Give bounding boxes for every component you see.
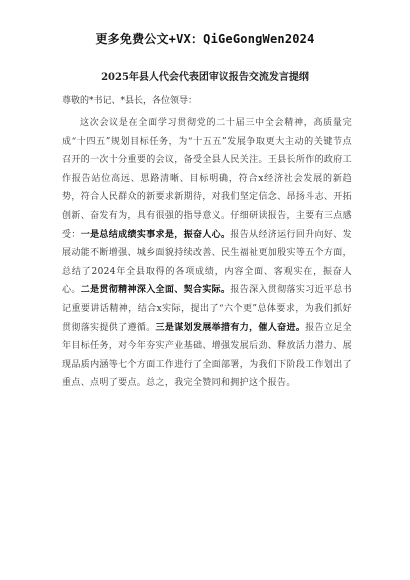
point-text-1: 报告从经济运行回升向好、发展动能不断增强、城乡面貌持续改善、民生福祉更加殷实等五个方面，总结了2024年全县取得的各项成绩，内容全面、客观实在，振奋人心。 [62, 229, 352, 296]
document-title: 2025年县人代会代表团审议报告交流发言提纲 [101, 72, 309, 83]
point-heading-2: 二是贯彻精神深入全面、契合实际。 [80, 285, 231, 296]
point-text-3: 报告立足全年目标任务，对今年夯实产业基础、增强发展后劲、释放活力潜力、展现品质内涵等七个方面工作进行了全面部署，为我们下阶段工作划出了重点、点明了要点。总之，我完全赞同和拥护这个报告。 [62, 322, 352, 389]
salutation: 尊敬的*书记、*县长，各位领导： [62, 96, 198, 106]
point-heading-3: 三是谋划发展举措有力，催人奋进。 [155, 322, 306, 333]
body-paragraph [62, 114, 352, 393]
point-heading-1: 一是总结成绩实事求是，振奋人心。 [80, 229, 231, 240]
header-note: 更多免费公文+VX：QiGeGongWen2024 [95, 32, 315, 46]
point-text-2: 报告深入贯彻落实习近平总书记重要讲话精神，结合x实际，提出了“六个更”总体要求，为我们抓好贯彻落实提供了遵循。 [62, 285, 352, 333]
body-text-intro: 这次会议是在全面学习贯彻党的二十届三中全会精神，高质量完成“十四五”规划目标任务，为“十五五”发展争取更大主动的关键节点召开的一次十分重要的会议，备受全县人民关注。王县长所作的政府工作报告站位高远、思路清晰、目标明确，符合x经济社会发展的新趋势，符合人民群众的新要求新期待，对我们坚定信念、昂扬斗志、开拓创新、奋发有为，具有很强的指导意义。仔细研读报告，主要有三点感受： [62, 118, 352, 240]
